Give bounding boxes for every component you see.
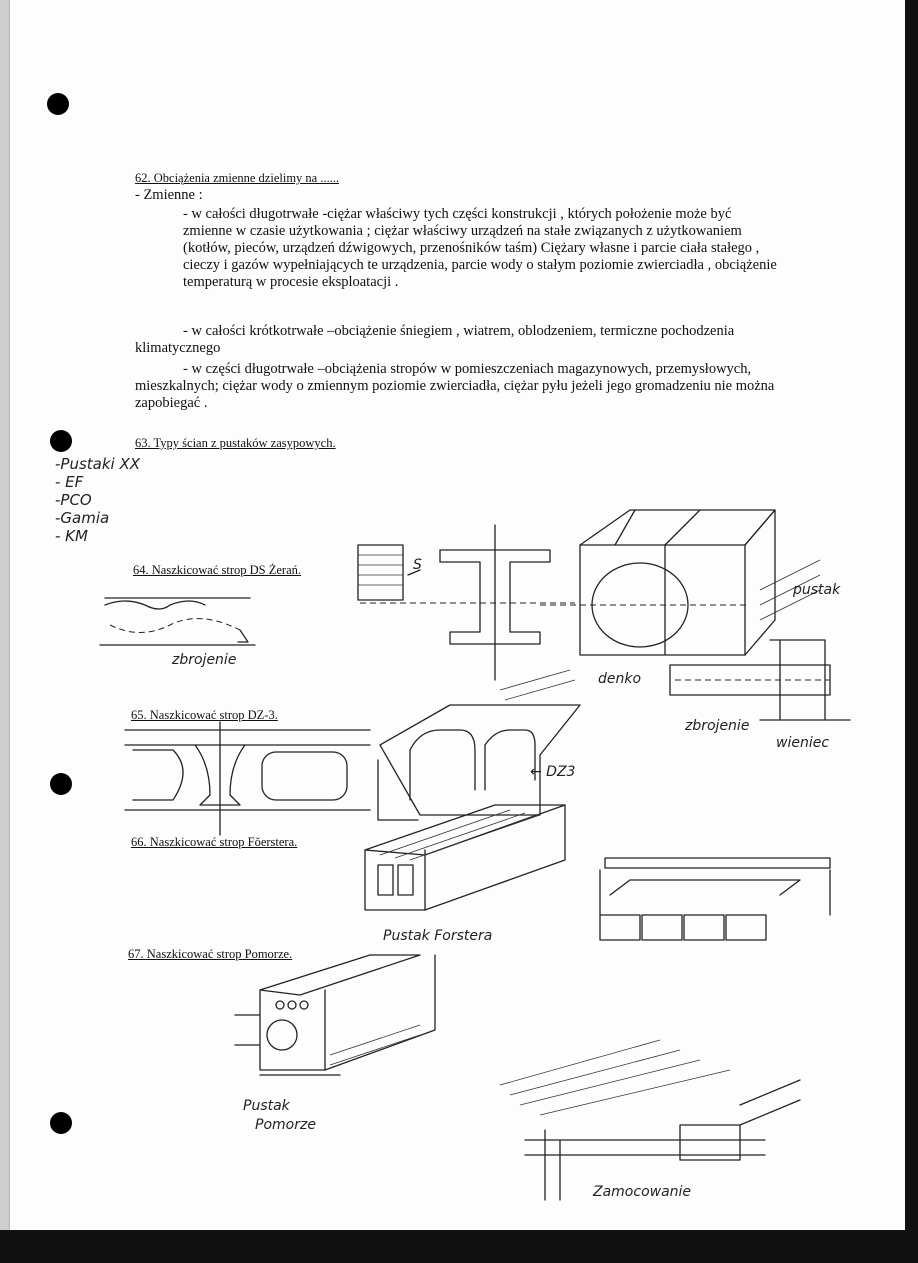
q64-joist-section [358,525,575,680]
q66-heading: 66. Naszkicować strop Fǒerstera. [131,835,298,849]
q64-heading: 64. Naszkicować strop DS Żerań. [133,563,302,577]
q66-label-pustak: Pustak Forstera [383,928,493,944]
q62-p3: - w części długotrwałe –obciążenia stropów w pomieszczeniach magazynowych, przemysłowych, mieszkalnych; ciężar wody o zmiennym poziomie zwierciadła, ciężar pyłu jeżeli jego gromadzeniu nie można zapobiegać . [135,361,775,411]
q64-block-sketch [540,510,850,720]
q63-answer: - EF [55,473,84,491]
q62-p1-text: - w całości długotrwałe -ciężar właściwy tych części konstrukcji , których położenie może być zmienne w czasie użytkowania ; ciężar właściwy urządzeń na stałe związanych z użytkowaniem (kotłów, pieców, urządzeń dźwigowych, przenośników taśm) Ciężary własne i parcie ciała stałego , cieczy i gazów wypełniających te urządzenia, parcie wody o stałym poziomie zwierciadła , obciążenie temperaturą w procesie eksploatacji . [183,206,777,290]
q64-label-zbrojenie2: zbrojenie [685,718,750,734]
q65-heading: 65. Naszkicować strop DZ-3. [131,708,278,722]
q64-label-wieniec: wieniec [776,735,830,751]
q63-answer: -Gamia [55,509,110,527]
q63-answer: -PCO [55,491,92,509]
q65-slab-sketch [125,670,580,835]
q64-label-s: S [413,557,422,573]
q64-label-pustak: pustak [793,582,841,598]
q64-label-zbrojenie: zbrojenie [172,652,237,668]
q65-label-dz3: ← DZ3 [530,764,576,780]
q62-heading: 62. Obciążenia zmienne dzielimy na ...... [135,171,340,185]
q62-p2: - w całości krótkotrwałe –obciążenie śniegiem , wiatrem, oblodzeniem, termiczne pochodzenia klimatycznego [135,323,735,356]
q67-heading: 67. Naszkicować strop Pomorze. [128,947,293,961]
q67-label-zamocowanie: Zamocowanie [593,1184,692,1200]
q67-label-pustak2: Pomorze [255,1117,316,1133]
q63-answer: -Pustaki XX [55,455,141,473]
q64-slab-sketch [100,598,255,645]
q67-anchoring-sketch [500,1040,800,1200]
q63-heading: 63. Typy ścian z pustaków zasypowych. [135,436,336,450]
q64-label-denko: denko [598,671,642,687]
q63-answer: - KM [55,527,88,545]
q67-label-pustak1: Pustak [243,1098,290,1114]
q66-block-sketch [365,805,830,940]
q62-subheading: - Zmienne : [135,187,203,203]
q67-block-sketch [235,955,435,1075]
